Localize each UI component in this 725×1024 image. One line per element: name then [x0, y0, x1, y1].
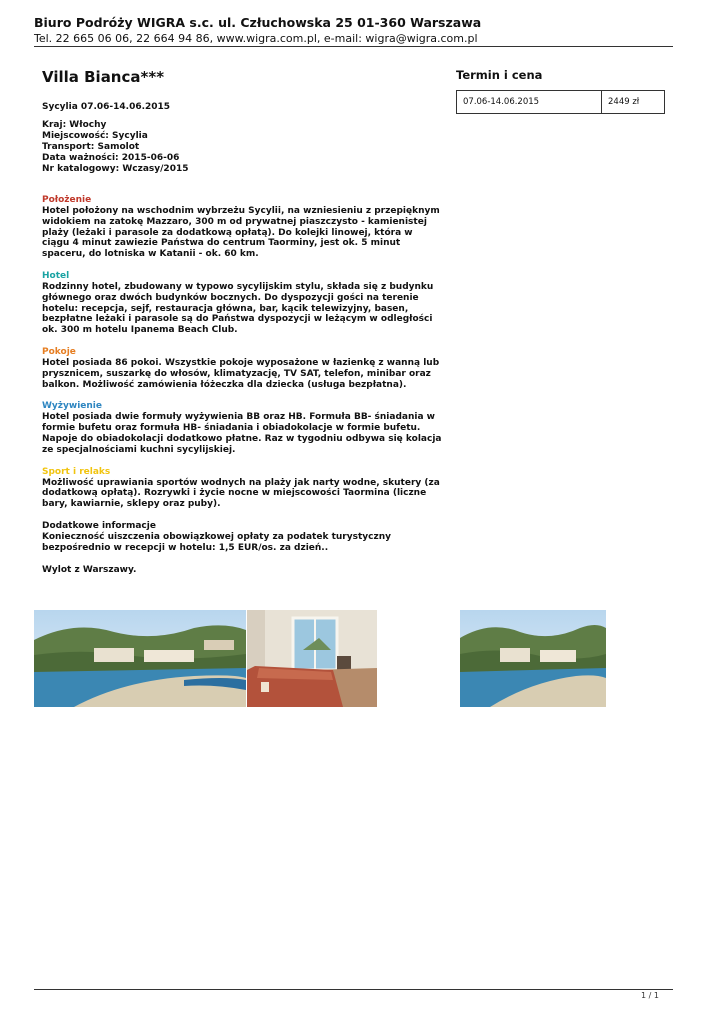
section-departure	[42, 565, 442, 576]
section-hotel-heading: Hotel	[42, 270, 70, 281]
price-row	[457, 91, 665, 114]
header-divider	[34, 46, 673, 47]
document-header	[34, 14, 674, 46]
section-sport-text: Możliwość uprawiania sportów wodnych na plaży jak narty wodne, skutery (za dodatkową opłatą). Rozrywki i życie nocne w miejscowości Taormina (liczne bary, kawiarnie, sklepy oraz puby).	[42, 477, 440, 510]
room-photo	[247, 610, 377, 707]
section-additional-heading: Dodatkowe informacje	[42, 520, 156, 531]
meta-location: Miejscowość: Sycylia	[42, 131, 148, 141]
section-rooms-text: Hotel posiada 86 pokoi. Wszystkie pokoje wyposażone w łazienkę z wanną lub prysznicem, suszarkę do włosów, klimatyzację, TV SAT, telefon, minibar oraz balkon. Możliwość zamówienia łóżeczka dla dziecka (usługa bezpłatna).	[42, 357, 440, 390]
price-table	[456, 90, 665, 114]
section-sport	[42, 467, 442, 510]
section-location-text: Hotel położony na wschodnim wybrzeżu Sycylii, na wzniesieniu z przepięknym widokiem na zatokę Mazzaro, 300 m od prywatnej piaszczysto - kamienistej plaży (leżaki i parasole za dodatkową opłatą). Do kolejki linowej, która w ciągu 4 minut zawiezie Państwa do centrum Taorminy, jest ok. 5 minut spaceru, do lotniska w Katanii - ok. 60 km.	[42, 206, 440, 260]
company-name: Biuro Podróży WIGRA s.c. ul. Człuchowska 25 01-360 Warszawa	[34, 15, 482, 30]
price-amount: 2449 zł	[602, 91, 665, 114]
company-contact: Tel. 22 665 06 06, 22 664 94 86, www.wigra.com.pl, e-mail: wigra@wigra.com.pl	[34, 32, 478, 45]
section-board-text: Hotel posiada dwie formuły wyżywienia BB oraz HB. Formuła BB- śniadania w formie bufetu oraz formuła HB- śniadania i obiadokolacje w formie bufetu. Napoje do obiadokolacji dodatkowo płatne. Raz w tygodniu odbywa się kolacja ze specjalnościami kuchni sycylijskiej.	[42, 412, 442, 455]
offer-meta	[42, 120, 442, 175]
section-hotel	[42, 271, 442, 336]
section-board-heading: Wyżywienie	[42, 401, 102, 412]
section-rooms-heading: Pokoje	[42, 346, 76, 357]
price-panel	[456, 68, 666, 114]
section-sport-heading: Sport i relaks	[42, 466, 111, 477]
offer-content	[42, 68, 442, 575]
meta-transport: Transport: Samolot	[42, 142, 140, 152]
meta-country: Kraj: Włochy	[42, 120, 107, 130]
departure-text: Wylot z Warszawy.	[42, 564, 137, 575]
section-hotel-text: Rodzinny hotel, zbudowany w typowo sycylijskim stylu, składa się z budynku głównego oraz dwóch budynków bocznych. Do dyspozycji gości na terenie hotelu: recepcja, sejf, restauracja główna, bar, kącik telewizyjny, basen, bezpłatne leżaki i parasole są do Państwa dyspozycji w leżącym w odległości ok. 300 m hotelu Ipanema Beach Club.	[42, 281, 434, 336]
beach-photo	[34, 610, 246, 707]
beach-photo-secondary	[460, 610, 606, 707]
meta-catalog-number: Nr katalogowy: Wczasy/2015	[42, 164, 189, 174]
section-additional	[42, 521, 442, 554]
page-number: 1 / 1	[641, 991, 659, 1000]
price-date: 07.06-14.06.2015	[457, 91, 602, 114]
section-additional-text: Konieczność uiszczenia obowiązkowej opłaty za podatek turystyczny bezpośrednio w recepcji w hotelu: 1,5 EUR/os. za dzień..	[42, 531, 391, 553]
section-board	[42, 401, 442, 455]
section-location-heading: Położenie	[42, 195, 92, 205]
section-location	[42, 195, 442, 260]
footer-divider	[34, 989, 673, 990]
section-rooms	[42, 347, 442, 390]
meta-valid-date: Data ważności: 2015-06-06	[42, 153, 180, 163]
price-panel-title: Termin i cena	[456, 68, 543, 82]
offer-title: Villa Bianca***	[42, 68, 165, 86]
offer-subtitle: Sycylia 07.06-14.06.2015	[42, 102, 171, 112]
